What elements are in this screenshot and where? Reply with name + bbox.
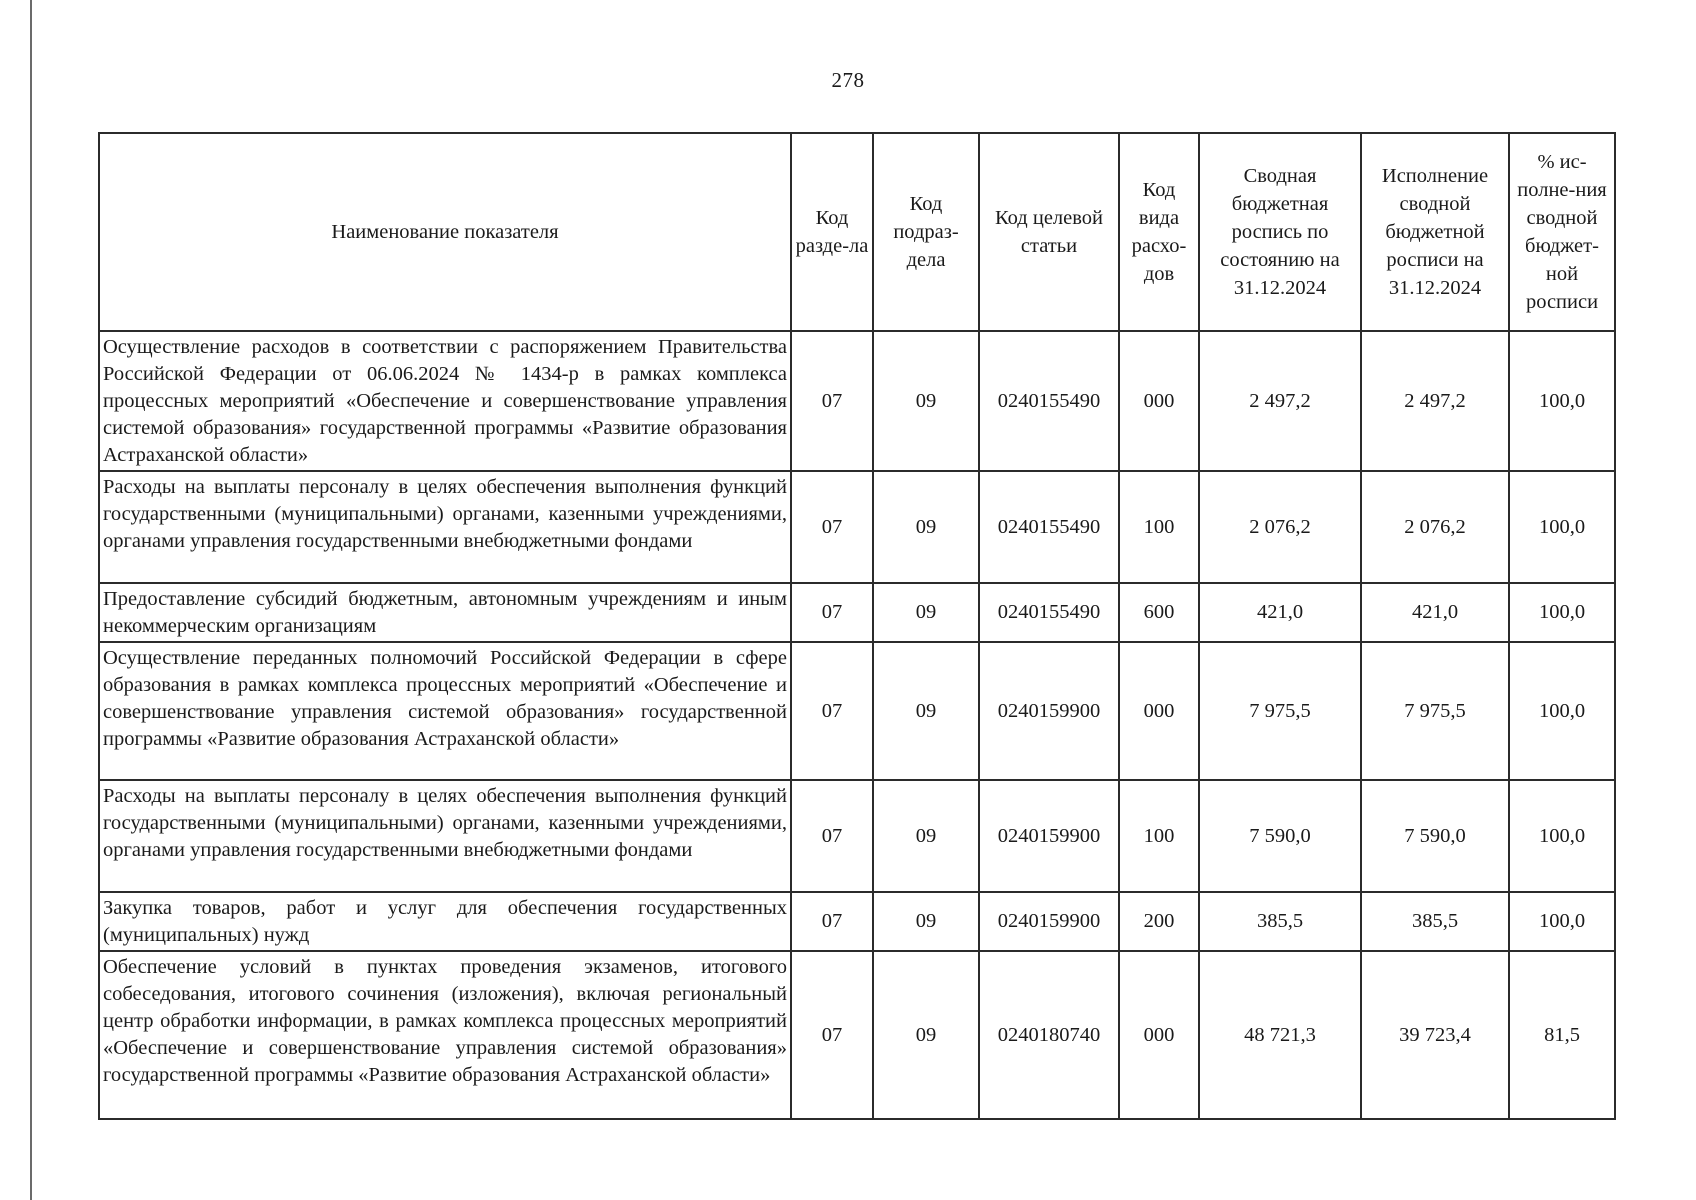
- cell-percent: 100,0: [1509, 583, 1615, 642]
- cell-name: Предоставление субсидий бюджетным, автономным учреждениям и иным некоммерческим организациям: [99, 583, 791, 642]
- cell-plan: 7 975,5: [1199, 642, 1361, 780]
- table-row: [99, 780, 1615, 892]
- cell-plan: 421,0: [1199, 583, 1361, 642]
- header-subsection-code: Код подраз-дела: [873, 133, 979, 331]
- cell-executed: 7 975,5: [1361, 642, 1509, 780]
- cell-executed: 39 723,4: [1361, 951, 1509, 1119]
- cell-subsection: 09: [873, 471, 979, 583]
- cell-expense-type: 000: [1119, 642, 1199, 780]
- cell-subsection: 09: [873, 642, 979, 780]
- cell-plan: 2 497,2: [1199, 331, 1361, 471]
- header-budget-plan: Сводная бюджетная роспись по состоянию на 31.12.2024: [1199, 133, 1361, 331]
- table-row: [99, 951, 1615, 1119]
- cell-plan: 385,5: [1199, 892, 1361, 951]
- header-indicator-name: Наименование показателя: [99, 133, 791, 331]
- cell-section: 07: [791, 583, 873, 642]
- cell-expense-type: 100: [1119, 780, 1199, 892]
- cell-section: 07: [791, 642, 873, 780]
- table-header-row: [99, 133, 1615, 331]
- cell-name: Расходы на выплаты персоналу в целях обеспечения выполнения функций государственными (муниципальными) органами, казенными учреждениями, органами управления государственными внебюджетными фондами: [99, 780, 791, 892]
- cell-section: 07: [791, 951, 873, 1119]
- cell-plan: 2 076,2: [1199, 471, 1361, 583]
- cell-target: 0240155490: [979, 331, 1119, 471]
- cell-executed: 2 497,2: [1361, 331, 1509, 471]
- cell-section: 07: [791, 331, 873, 471]
- cell-percent: 100,0: [1509, 642, 1615, 780]
- cell-expense-type: 600: [1119, 583, 1199, 642]
- cell-expense-type: 000: [1119, 331, 1199, 471]
- header-expense-type-code: Код вида расхо-дов: [1119, 133, 1199, 331]
- header-section-code: Код разде-ла: [791, 133, 873, 331]
- cell-name: Расходы на выплаты персоналу в целях обеспечения выполнения функций государственными (муниципальными) органами, казенными учреждениями, органами управления государственными внебюджетными фондами: [99, 471, 791, 583]
- header-target-code: Код целевой статьи: [979, 133, 1119, 331]
- cell-target: 0240155490: [979, 583, 1119, 642]
- cell-section: 07: [791, 471, 873, 583]
- cell-name: Закупка товаров, работ и услуг для обеспечения государственных (муниципальных) нужд: [99, 892, 791, 951]
- cell-percent: 100,0: [1509, 780, 1615, 892]
- cell-section: 07: [791, 780, 873, 892]
- cell-subsection: 09: [873, 583, 979, 642]
- table-row: [99, 331, 1615, 471]
- cell-target: 0240180740: [979, 951, 1119, 1119]
- cell-subsection: 09: [873, 892, 979, 951]
- cell-percent: 100,0: [1509, 892, 1615, 951]
- cell-executed: 421,0: [1361, 583, 1509, 642]
- cell-percent: 100,0: [1509, 331, 1615, 471]
- cell-executed: 2 076,2: [1361, 471, 1509, 583]
- cell-section: 07: [791, 892, 873, 951]
- cell-target: 0240159900: [979, 892, 1119, 951]
- table-row: [99, 471, 1615, 583]
- cell-expense-type: 200: [1119, 892, 1199, 951]
- table-row: [99, 583, 1615, 642]
- page-number: 278: [831, 68, 865, 92]
- cell-subsection: 09: [873, 951, 979, 1119]
- header-budget-executed: Исполнение сводной бюджетной росписи на 31.12.2024: [1361, 133, 1509, 331]
- cell-target: 0240155490: [979, 471, 1119, 583]
- cell-expense-type: 000: [1119, 951, 1199, 1119]
- header-execution-percent: % ис-полне-ния сводной бюджет-ной росписи: [1509, 133, 1615, 331]
- cell-name: Осуществление переданных полномочий Российской Федерации в сфере образования в рамках комплекса процессных мероприятий «Обеспечение и совершенствование управления системой образования» государственной программы «Развитие образования Астраханской области»: [99, 642, 791, 780]
- cell-executed: 385,5: [1361, 892, 1509, 951]
- cell-executed: 7 590,0: [1361, 780, 1509, 892]
- table-row: [99, 642, 1615, 780]
- cell-name: Обеспечение условий в пунктах проведения экзаменов, итогового собеседования, итогового сочинения (изложения), включая региональный центр обработки информации, в рамках комплекса процессных мероприятий «Обеспечение и совершенствование управления системой образования» государственной программы «Развитие образования Астраханской области»: [99, 951, 791, 1119]
- cell-percent: 100,0: [1509, 471, 1615, 583]
- table-row: [99, 892, 1615, 951]
- cell-target: 0240159900: [979, 642, 1119, 780]
- cell-percent: 81,5: [1509, 951, 1615, 1119]
- cell-expense-type: 100: [1119, 471, 1199, 583]
- cell-subsection: 09: [873, 331, 979, 471]
- cell-name: Осуществление расходов в соответствии с распоряжением Правительства Российской Федерации от 06.06.2024 № 1434-р в рамках комплекса процессных мероприятий «Обеспечение и совершенствование управления системой образования» государственной программы «Развитие образования Астраханской области»: [99, 331, 791, 471]
- cell-target: 0240159900: [979, 780, 1119, 892]
- cell-subsection: 09: [873, 780, 979, 892]
- cell-plan: 48 721,3: [1199, 951, 1361, 1119]
- budget-execution-table: [98, 132, 1616, 1120]
- cell-plan: 7 590,0: [1199, 780, 1361, 892]
- scan-left-edge: [30, 0, 32, 1200]
